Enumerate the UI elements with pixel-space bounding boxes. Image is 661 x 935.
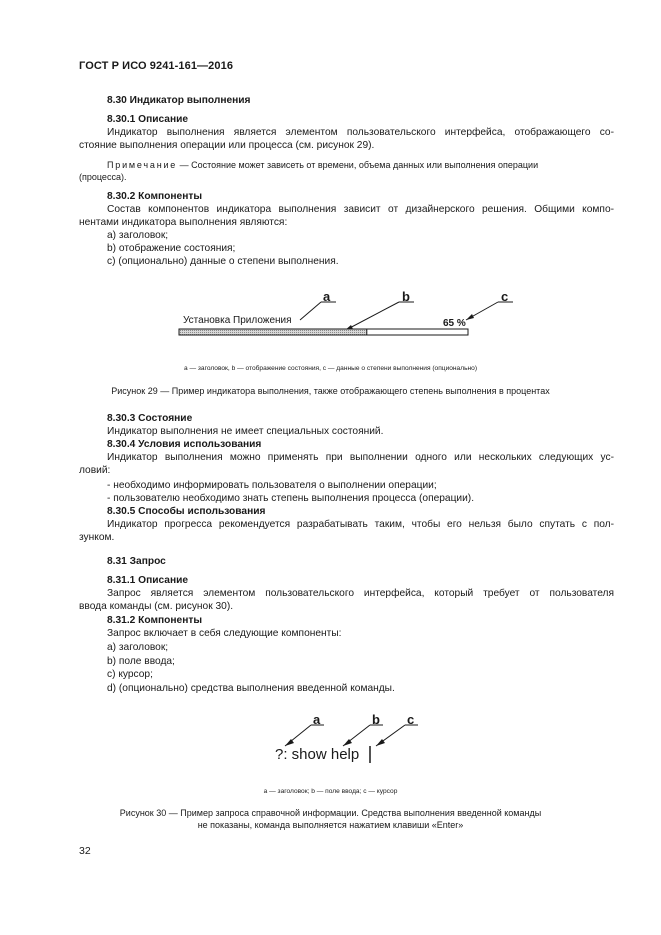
callout-arrow-a	[300, 302, 321, 320]
progress-title: Установка Приложения	[183, 315, 292, 326]
note-line2: (процесса).	[79, 172, 127, 182]
section-8-30-5-line1: Индикатор прогресса рекомендуется разрабатывать таким, чтобы его нельзя было спутать с пол-	[107, 519, 614, 530]
section-8-31-2-intro: Запрос включает в себя следующие компоненты:	[107, 628, 342, 639]
section-8-31-title: 8.31 Запрос	[107, 556, 166, 567]
figure-29-legend: а — заголовок, b — отображение состояния, с — данные о степени выполнения (опционально)	[183, 365, 478, 372]
progress-percent: 65 %	[443, 318, 466, 329]
section-8-30-1-line1: Индикатор выполнения является элементом пользовательского интерфейса, отображающего со-	[107, 127, 614, 138]
prompt-text: ?: show help	[275, 746, 360, 763]
section-8-30-4-line2: ловий:	[79, 465, 111, 476]
progress-bar-fill	[179, 329, 367, 335]
section-8-30-1-line2: стояние выполнения операции или процесса (см. рисунок 29).	[79, 140, 375, 151]
figure-30-caption-line1: Рисунок 30 — Пример запроса справочной информации. Средства выполнения введенной команды	[119, 808, 542, 818]
list-item: b) отображение состояния;	[107, 243, 236, 254]
document-header: ГОСТ Р ИСО 9241-161—2016	[79, 60, 234, 72]
section-8-30-title: 8.30 Индикатор выполнения	[107, 95, 251, 106]
callout-arrow-b	[344, 302, 399, 331]
section-8-30-2-line1: Состав компонентов индикатора выполнения зависит от дизайнерского решения. Общими компо-	[107, 204, 614, 215]
section-8-30-4-title: 8.30.4 Условия использования	[107, 439, 262, 450]
section-8-30-3-title: 8.30.3 Состояние	[107, 413, 193, 424]
section-8-31-2-title: 8.31.2 Компоненты	[107, 615, 203, 626]
note-label: Примечание	[107, 160, 178, 170]
list-item: с) курсор;	[107, 669, 153, 680]
section-8-30-4-line1: Индикатор выполнения можно применять при выполнении одного или нескольких следующих ус-	[107, 452, 614, 463]
callout-label-a: a	[313, 712, 321, 727]
callout-label-c: c	[407, 712, 415, 727]
list-item: - необходимо информировать пользователя о выполнении операции;	[107, 480, 437, 491]
note	[107, 159, 538, 172]
list-item: с) (опционально) данные о степени выполнения.	[107, 256, 339, 267]
page-number: 32	[79, 845, 91, 857]
section-8-31-1-line2: ввода команды (см. рисунок 30).	[79, 601, 234, 612]
list-item: а) заголовок;	[107, 642, 169, 653]
arrowhead-c	[466, 314, 474, 320]
figure-30-legend: а — заголовок; b — поле ввода; с — курсор	[263, 788, 398, 795]
figure-30-caption-line2: не показаны, команда выполняется нажатием клавиши «Enter»	[197, 820, 464, 830]
section-8-30-3-text: Индикатор выполнения не имеет специальных состояний.	[107, 426, 384, 437]
note-line1: — Состояние может зависеть от времени, объема данных или выполнения операции	[177, 160, 539, 170]
section-8-30-5-title: 8.30.5 Способы использования	[107, 506, 266, 517]
figure-29-caption: Рисунок 29 — Пример индикатора выполнения, также отображающего степень выполнения в процентах	[111, 386, 550, 396]
section-8-30-5-line2: зунком.	[79, 532, 115, 543]
list-item: d) (опционально) средства выполнения введенной команды.	[107, 683, 395, 694]
figure-29-progress-indicator	[0, 284, 661, 354]
callout-label-b: b	[372, 712, 380, 727]
section-8-30-2-title: 8.30.2 Компоненты	[107, 191, 203, 202]
callout-label-c: c	[501, 289, 509, 304]
list-item: а) заголовок;	[107, 230, 169, 241]
list-item: b) поле ввода;	[107, 656, 175, 667]
section-8-31-1-line1: Запрос является элементом пользовательского интерфейса, который требует от пользователя	[107, 588, 614, 599]
callout-label-a: a	[323, 289, 331, 304]
list-item: - пользователю необходимо знать степень выполнения процесса (операции).	[107, 493, 475, 504]
section-8-30-2-line2: нентами индикатора выполнения являются:	[79, 217, 288, 228]
section-8-31-1-title: 8.31.1 Описание	[107, 575, 189, 586]
figure-30-prompt	[0, 708, 661, 768]
callout-label-b: b	[402, 289, 410, 304]
section-8-30-1-title: 8.30.1 Описание	[107, 114, 189, 125]
